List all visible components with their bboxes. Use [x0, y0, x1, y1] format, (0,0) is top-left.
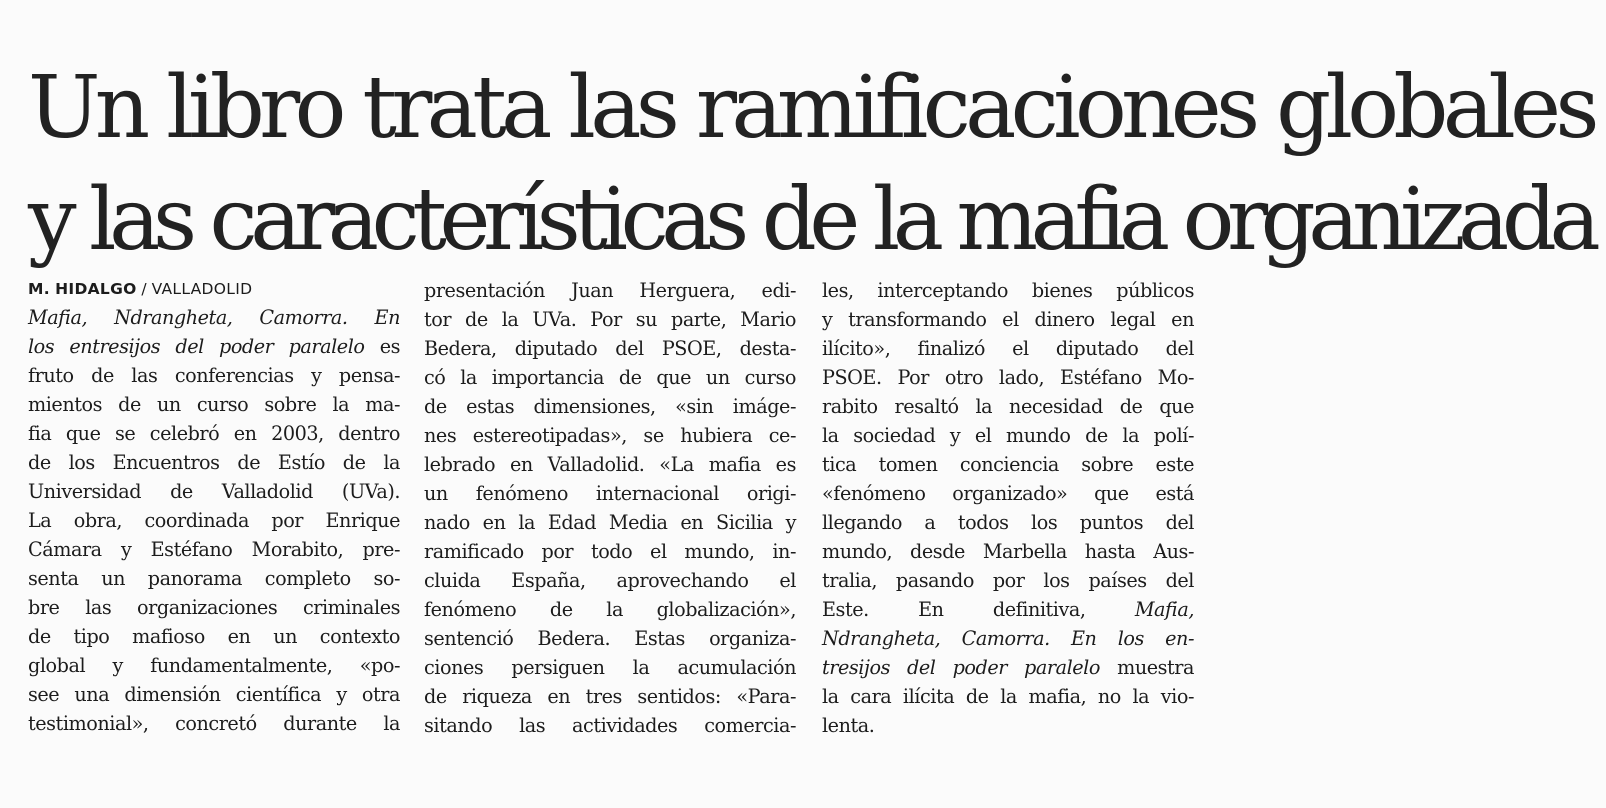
text-line: có la importancia de que un curso: [424, 366, 796, 389]
text-line: [822, 624, 1194, 653]
text-line: presentación Juan Herguera, edi-: [424, 279, 796, 302]
text-line: mientos de un curso sobre la ma-: [28, 393, 400, 416]
text-line: [822, 595, 1194, 624]
headline-line-2: y las características de la mafia organizada: [28, 170, 1594, 270]
text-line: fruto de las conferencias y pensa-: [28, 364, 400, 387]
text-line: tica tomen conciencia sobre este: [822, 453, 1194, 476]
text-line: fenómeno de la globalización»,: [424, 598, 796, 621]
text-fragment: muestra: [1099, 656, 1195, 679]
byline: [28, 278, 400, 300]
text-line: tralia, pasando por los países del: [822, 569, 1194, 592]
byline-author: M. HIDALGO: [28, 280, 137, 298]
text-line: nes estereotipadas», se hubiera ce-: [424, 424, 796, 447]
byline-location: VALLADOLID: [151, 280, 253, 298]
text-line: rabito resaltó la necesidad de que: [822, 395, 1194, 418]
text-line: de estas dimensiones, «sin imáge-: [424, 395, 796, 418]
text-fragment: Este. En definitiva,: [822, 598, 1135, 621]
text-line: mundo, desde Marbella hasta Aus-: [822, 540, 1194, 563]
text-line: la cara ilícita de la mafia, no la vio-: [822, 685, 1194, 708]
headline: [28, 52, 1598, 276]
text-line: fia que se celebró en 2003, dentro: [28, 422, 400, 445]
text-line: cluida España, aprovechando el: [424, 569, 796, 592]
text-line: Bedera, diputado del PSOE, desta-: [424, 337, 796, 360]
text-line: sitando las actividades comercia-: [424, 714, 796, 737]
text-line: ciones persiguen la acumulación: [424, 656, 796, 679]
text-line: ramificado por todo el mundo, in-: [424, 540, 796, 563]
text-line: de riqueza en tres sentidos: «Para-: [424, 685, 796, 708]
book-title: tresijos del poder paralelo: [822, 656, 1100, 679]
text-line: testimonial», concretó durante la: [28, 712, 400, 735]
text-line: de los Encuentros de Estío de la: [28, 451, 400, 474]
text-line: les, interceptando bienes públicos: [822, 279, 1194, 302]
text-line: bre las organizaciones criminales: [28, 596, 400, 619]
byline-separator: /: [141, 280, 147, 298]
text-line: y transformando el dinero legal en: [822, 308, 1194, 331]
text-line: la sociedad y el mundo de la polí-: [822, 424, 1194, 447]
book-title: Ndrangheta, Camorra. En los en-: [822, 627, 1194, 650]
book-title: Mafia,: [1134, 598, 1194, 621]
text-line: «fenómeno organizado» que está: [822, 482, 1194, 505]
text-line: PSOE. Por otro lado, Estéfano Mo-: [822, 366, 1194, 389]
text-line: de tipo mafioso en un contexto: [28, 625, 400, 648]
article-column-1: [28, 276, 400, 738]
book-title: Mafia, Ndrangheta, Camorra. En: [28, 306, 400, 329]
text-line: tor de la UVa. Por su parte, Mario: [424, 308, 796, 331]
text-fragment: es: [364, 335, 401, 358]
text-line: [822, 653, 1194, 682]
article-column-3: [822, 276, 1194, 740]
text-line: see una dimensión científica y otra: [28, 683, 400, 706]
text-line: sentenció Bedera. Estas organiza-: [424, 627, 796, 650]
text-line: [28, 332, 400, 361]
text-line: llegando a todos los puntos del: [822, 511, 1194, 534]
text-line: global y fundamentalmente, «po-: [28, 654, 400, 677]
text-line: lebrado en Valladolid. «La mafia es: [424, 453, 796, 476]
text-line: ilícito», finalizó el diputado del: [822, 337, 1194, 360]
text-line: nado en la Edad Media en Sicilia y: [424, 511, 796, 534]
book-title: los entresijos del poder paralelo: [28, 335, 365, 358]
text-line: La obra, coordinada por Enrique: [28, 509, 400, 532]
text-line: senta un panorama completo so-: [28, 567, 400, 590]
text-line: Universidad de Valladolid (UVa).: [28, 480, 400, 503]
headline-line-1: Un libro trata las ramificaciones globales: [28, 58, 1594, 158]
text-line: Cámara y Estéfano Morabito, pre-: [28, 538, 400, 561]
text-line: [28, 303, 400, 332]
article-column-2: [424, 276, 796, 740]
text-line: un fenómeno internacional origi-: [424, 482, 796, 505]
text-line: lenta.: [822, 714, 875, 737]
